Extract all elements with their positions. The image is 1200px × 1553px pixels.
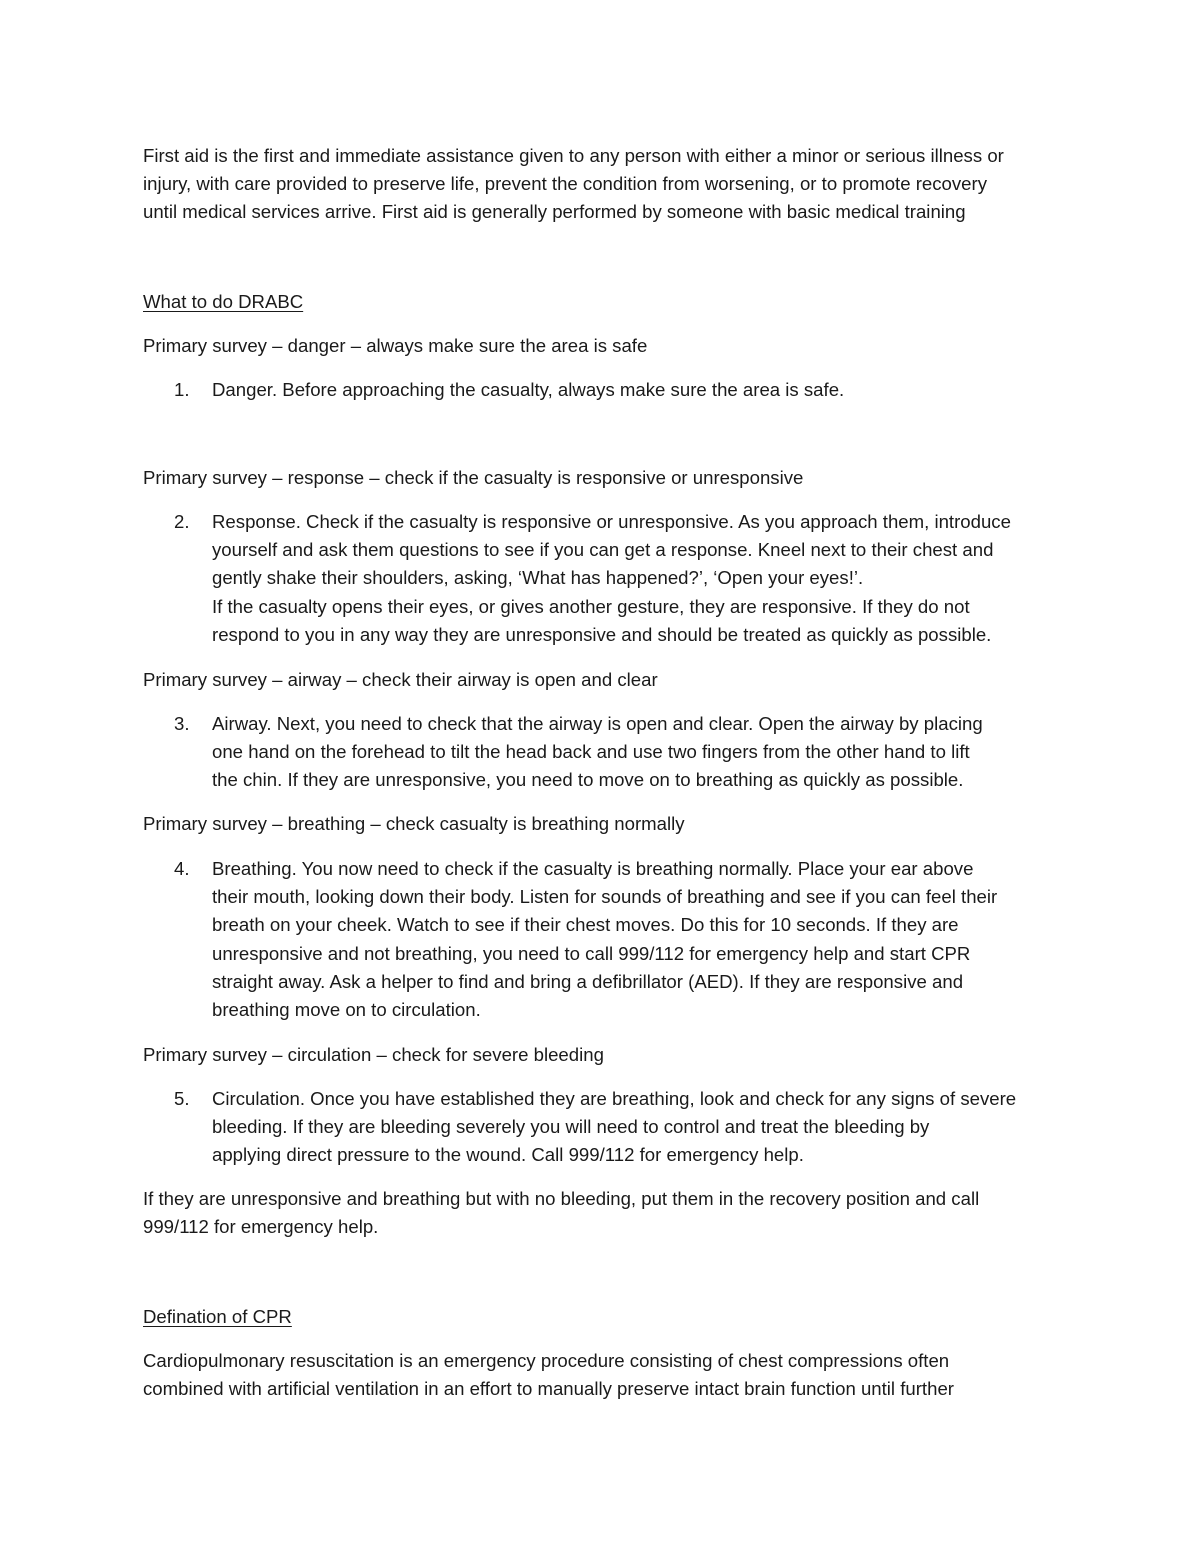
list-line: breathing move on to circulation. xyxy=(212,999,481,1021)
survey-response: Primary survey – response – check if the casualty is responsive or unresponsive xyxy=(143,467,804,488)
cpr-line: combined with artificial ventilation in an effort to manually preserve intact brain function until further xyxy=(143,1378,954,1400)
list-line: Airway. Next, you need to check that the airway is open and clear. Open the airway by placing xyxy=(212,713,983,734)
closing-line: If they are unresponsive and breathing but with no bleeding, put them in the recovery position and call xyxy=(143,1188,980,1209)
list-line: yourself and ask them questions to see if you can get a response. Kneel next to their chest and xyxy=(212,539,994,561)
list-line: gently shake their shoulders, asking, ‘What has happened?’, ‘Open your eyes!’. xyxy=(212,567,864,589)
list-line: the chin. If they are unresponsive, you need to move on to breathing as quickly as possible. xyxy=(212,769,964,791)
list-line: If the casualty opens their eyes, or gives another gesture, they are responsive. If they do not xyxy=(212,595,970,617)
intro-line: First aid is the first and immediate assistance given to any person with either a minor or serious illness or xyxy=(143,145,1004,166)
closing-line: 999/112 for emergency help. xyxy=(143,1216,379,1238)
list-line: applying direct pressure to the wound. Call 999/112 for emergency help. xyxy=(212,1144,804,1166)
closing-paragraph xyxy=(143,1185,1068,1241)
list-item-body xyxy=(212,855,1062,1024)
list-number: 4. xyxy=(174,858,190,879)
list-number: 3. xyxy=(174,713,190,734)
list-line: unresponsive and not breathing, you need to call 999/112 for emergency help and start CPR xyxy=(212,942,971,964)
list-number: 2. xyxy=(174,511,190,532)
survey-airway: Primary survey – airway – check their airway is open and clear xyxy=(143,669,658,690)
cpr-line: Cardiopulmonary resuscitation is an emergency procedure consisting of chest compressions often xyxy=(143,1350,950,1371)
list-line: respond to you in any way they are unresponsive and should be treated as quickly as possible. xyxy=(212,623,992,645)
cpr-heading: Defination of CPR xyxy=(143,1306,292,1327)
list-line: their mouth, looking down their body. Listen for sounds of breathing and see if you can feel their xyxy=(212,886,998,908)
list-number: 5. xyxy=(174,1088,190,1109)
list-line: Danger. Before approaching the casualty, always make sure the area is safe. xyxy=(212,379,845,400)
list-item-body xyxy=(212,710,1062,795)
list-line: Breathing. You now need to check if the casualty is breathing normally. Place your ear above xyxy=(212,858,974,879)
list-line: Circulation. Once you have established they are breathing, look and check for any signs of severe xyxy=(212,1088,1017,1109)
survey-circulation: Primary survey – circulation – check for severe bleeding xyxy=(143,1044,604,1065)
list-line: breath on your cheek. Watch to see if their chest moves. Do this for 10 seconds. If they are xyxy=(212,914,959,936)
list-line: bleeding. If they are bleeding severely you will need to control and treat the bleeding by xyxy=(212,1116,930,1138)
survey-danger: Primary survey – danger – always make sure the area is safe xyxy=(143,335,648,356)
cpr-paragraph xyxy=(143,1347,1068,1403)
list-number: 1. xyxy=(174,379,190,400)
list-line: straight away. Ask a helper to find and bring a defibrillator (AED). If they are responsive and xyxy=(212,970,964,992)
survey-breathing: Primary survey – breathing – check casualty is breathing normally xyxy=(143,813,685,834)
list-line: one hand on the forehead to tilt the head back and use two fingers from the other hand to lift xyxy=(212,741,970,763)
list-item-body xyxy=(212,508,1062,649)
list-line: Response. Check if the casualty is responsive or unresponsive. As you approach them, introduce xyxy=(212,511,1011,532)
intro-line: injury, with care provided to preserve life, prevent the condition from worsening, or to promote recovery xyxy=(143,173,987,195)
intro-line: until medical services arrive. First aid is generally performed by someone with basic medical training xyxy=(143,201,966,223)
intro-paragraph xyxy=(143,142,1068,227)
list-item-body xyxy=(212,376,1062,404)
list-item-body xyxy=(212,1085,1062,1170)
drabc-heading: What to do DRABC xyxy=(143,291,304,312)
